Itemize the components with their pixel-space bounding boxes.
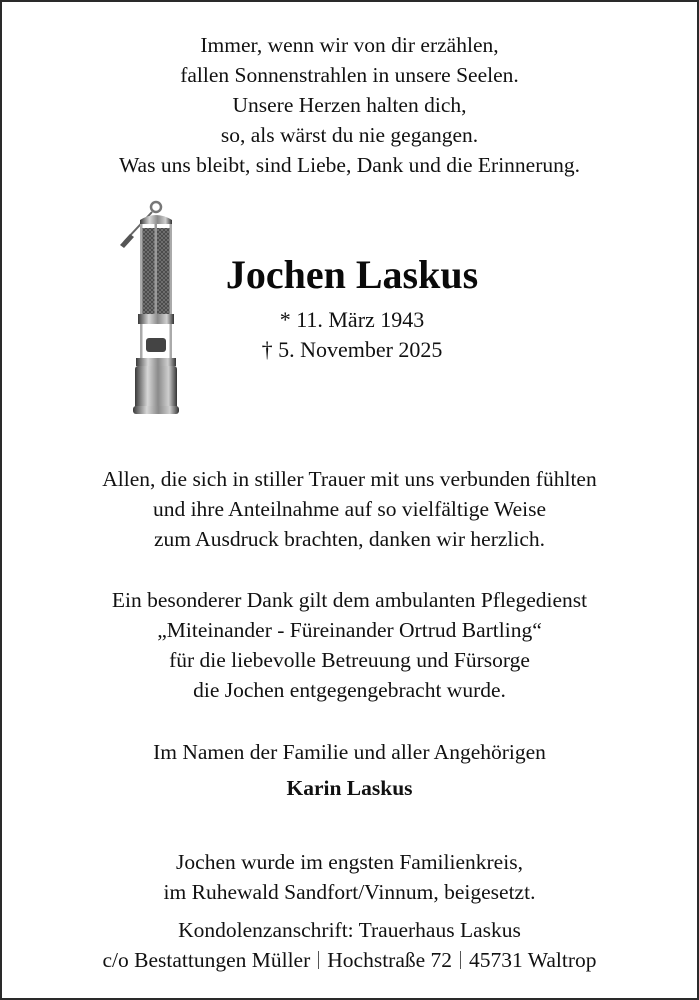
address-separator [460,951,461,969]
special-thanks-line: „Miteinander - Füreinander Ortrud Bartling“ [157,618,542,642]
burial-line: im Ruhewald Sandfort/Vinnum, beigesetzt. [163,880,536,904]
deceased-name: Jochen Laskus [225,252,479,297]
special-thanks-line: Ein besonderer Dank gilt dem ambulanten Pflegedienst [111,588,588,612]
thanks-line: zum Ausdruck brachten, danken wir herzlich. [153,527,546,551]
address-city: 45731 Waltrop [469,948,597,972]
signature-intro: Im Namen der Familie und aller Angehörigen [153,740,546,764]
birth-date: * 11. März 1943 [279,307,425,332]
burial-line: Jochen wurde im engsten Familienkreis, [176,850,523,874]
death-date: † 5. November 2025 [261,337,443,362]
condolence-address [2,945,697,975]
thanks-line: und ihre Anteilnahme auf so vielfältige Weise [152,497,547,521]
poem-line: Unsere Herzen halten dich, [232,93,467,117]
special-thanks-line: die Jochen entgegengebracht wurde. [193,678,506,702]
address-separator [318,951,319,969]
address-care-of: c/o Bestattungen Müller [102,948,311,972]
condolence-heading: Kondolenzanschrift: Trauerhaus Laskus [178,918,521,942]
address-street: Hochstraße 72 [327,948,453,972]
thanks-line: Allen, die sich in stiller Trauer mit uns verbunden fühlten [102,467,597,491]
special-thanks-line: für die liebevolle Betreuung und Fürsorge [169,648,530,672]
poem-line: fallen Sonnenstrahlen in unsere Seelen. [180,63,519,87]
poem-line: Was uns bleibt, sind Liebe, Dank und die Erinnerung. [118,153,581,177]
poem-line: Immer, wenn wir von dir erzählen, [200,33,499,57]
signature-name: Karin Laskus [286,776,413,800]
poem-line: so, als wärst du nie gegangen. [220,123,479,147]
miners-lamp-icon [116,198,196,418]
